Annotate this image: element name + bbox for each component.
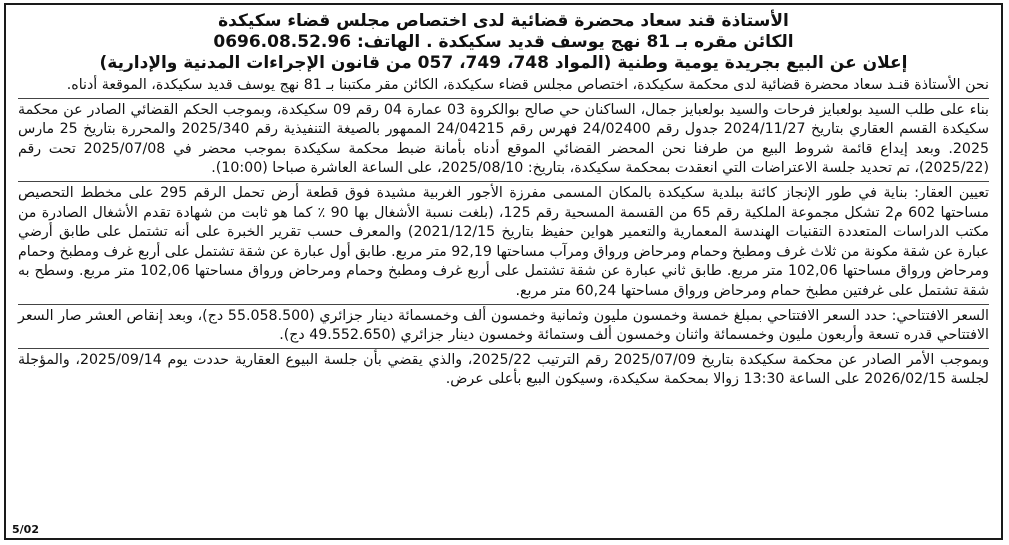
header-bailiff-name: الأستاذة قند سعاد محضرة قضائية لدى اختصاص مجلس قضاء سكيكدة <box>218 11 789 31</box>
divider <box>18 181 989 182</box>
paragraph-request-basis: بناء على طلب السيد بولعبايز فرحات والسيد بولعبايز جمال، الساكنان حي صالح بوالكروة 03 عمارة 04 رقم 09 سكيكدة، وبموجب الحكم القضائي الصادر عن محكمة سكيكدة القسم العقاري بتاريخ 2024/11/27 جدول رقم 24/02400 فهرس رقم 24/04215 الممهور بالصيغة التنفيذية رقم 2025/340 والمحررة بتاريخ 25 مارس 2025. وبعد إيداع قائمة شروط البيع من طرفنا نحن المحضر القضائي الموقع أدناه بأمانة ضبط محكمة سكيكدة بموجب محضر في 2025/07/08 تحت رقم (2025/22)، تم تحديد جلسة الاعتراضات التي انعقدت بمحكمة سكيكدة، بتاريخ: 2025/08/10، على الساعة العاشرة صباحا (10:00). <box>18 101 990 177</box>
divider <box>18 304 989 305</box>
announcement-body <box>18 76 989 390</box>
paragraph-property-description: تعيين العقار: بناية في طور الإنجاز كائنة ببلدية سكيكدة بالمكان المسمى مفرزة الأجور الغربية مشيدة فوق قطعة أرض تحمل الرقم 295 على مخطط التحصيص مساحتها 602 م2 تشكل مجموعة الملكية رقم 65 من القسمة المسحية رقم 125، (بلغت نسبة الأشغال بها 90 ٪ كما هو ثابت من شهادة تقدم الأشغال الصادرة من مكتب الدراسات المتعددة التقنيات الهندسة المعمارية والتعمير هواين حفيظ بتاريخ 2021/12/15) والمعرف حسب تقرير الخبرة على أنه تشتمل على طابق أرضي عبارة عن شقة مكونة من ثلاث غرف ومطبخ وحمام ومرحاض ورواق ومرآب مساحتها 92,19 متر مربع. طابق أول عبارة عن شقة تشتمل على أربع غرف ومطبخ وحمام ومرحاض ورواق مساحتها 102,06 متر مربع. طابق ثاني عبارة عن شقة تشتمل على أربع غرف ومطبخ وحمام ومرحاض ورواق مساحتها 102,06 متر مربع. وسطح به شقة تشتمل على غرفتين مطبخ حمام ومرحاض ورواق مساحتها 60,24 متر مربع. <box>18 184 990 299</box>
announcement-frame <box>4 3 1003 540</box>
paragraph-introduction: نحن الأستاذة قنـد سعاد محضرة قضائية لدى محكمة سكيكدة، اختصاص مجلس قضاء سكيكدة، الكائن مقر مكتبنا بـ 81 نهج يوسف قديد سكيكدة، الموقعة أدناه. <box>66 77 989 93</box>
announcement-header <box>18 11 989 74</box>
divider <box>18 98 989 99</box>
page-number: 5/02 <box>12 523 39 536</box>
paragraph-sale-session: وبموجب الأمر الصادر عن محكمة سكيكدة بتاريخ 2025/07/09 رقم الترتيب 2025/22، والذي يقضي بأن جلسة البيوع العقارية حددت يوم 2025/09/14، والمؤجلة لجلسة 2026/02/15 على الساعة 13:30 زوالا بمحكمة سكيكدة، وسيكون البيع بأعلى عرض. <box>18 351 989 388</box>
divider <box>18 348 989 349</box>
paragraph-opening-price: السعر الافتتاحي: حدد السعر الافتتاحي بمبلغ خمسة وخمسون مليون وثمانية وخمسون ألف وخمسمائة دينار جزائري (55.058.500 دج)، وبعد إنقاص العشر صار السعر الافتتاحي قدره تسعة وأربعون مليون وخمسمائة واثنان وخمسون ألف وستمائة وخمسون دينار جزائري (49.552.650 دج). <box>18 307 989 344</box>
header-address-phone: الكائن مقره بـ 81 نهج يوسف قديد سكيكدة . الهاتف: 0696.08.52.96 <box>213 32 794 52</box>
header-sale-title: إعلان عن البيع بجريدة يومية وطنية (المواد 748، 749، 057 من قانون الإجراءات المدنية والإدارية) <box>99 53 908 73</box>
